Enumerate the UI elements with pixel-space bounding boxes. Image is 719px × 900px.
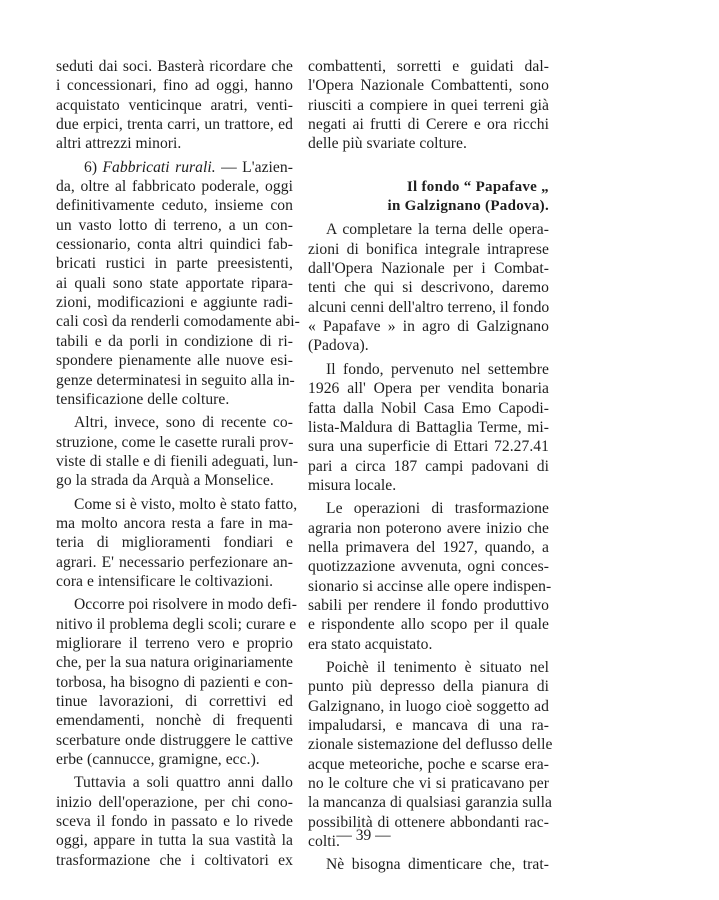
text-line: era stato acquistato. (308, 635, 433, 653)
text-line: la mancanza di qualsiasi garanzia sulla (308, 794, 552, 812)
text-line: altri attrezzi minori. (56, 135, 182, 153)
text-line: zioni, modificazioni e aggiunte radi- (56, 294, 293, 312)
text-line: seduti dai soci. Basterà ricordare che (56, 58, 293, 75)
text-line: acquistato venticinque aratri, venti- (56, 96, 293, 114)
text-line: spondere pienamente alle nuove esi- (56, 352, 293, 370)
section-6-heading-line (56, 158, 293, 177)
text-line: combattenti, sorretti e guidati dal- (308, 58, 549, 75)
text-line: alcuni cenni dell'altro terreno, il fondo (308, 298, 550, 316)
text-line: Altri, invece, sono di recente co- (74, 414, 293, 432)
section-heading-line-2: in Galzignano (Padova). (387, 198, 549, 215)
text-line: teria di miglioramenti fondiari e (56, 534, 293, 552)
text-line: pari a circa 187 campi padovani di (308, 457, 549, 475)
text-line: viste di stalle e di fienili adeguati, lun- (56, 452, 299, 470)
text-line: sionario si accinse alle opere indispen- (308, 577, 552, 595)
text-line: un vasto lotto di terreno, a un con- (56, 216, 293, 234)
text-line: agraria non poterono avere inizio che (308, 519, 549, 537)
text-line: sabili per rendere il fondo produttivo (308, 596, 549, 614)
text-line: che, per la sua natura originariamente (56, 654, 293, 672)
text-line: tensificazione delle colture. (56, 390, 230, 408)
text-line: fatta dalla Nobil Casa Emo Capodi- (308, 399, 549, 417)
text-line: Poichè il tenimento è situato nel (326, 658, 549, 676)
text-line: Le operazioni di trasformazione (326, 500, 549, 518)
text-line: agrari. E' necessario perfezionare an- (56, 553, 293, 571)
text-line: migliorare il terreno vero e proprio (56, 634, 293, 652)
text-line: possibilità di ottenere abbondanti rac- (308, 813, 549, 831)
text-line: A completare la terna delle opera- (326, 221, 549, 239)
text-line: i concessionari, fino ad oggi, hanno (56, 77, 293, 95)
text-line-rest: — L'azien- (215, 158, 293, 176)
text-line: cora e intensificare le coltivazioni. (56, 572, 274, 590)
section-heading-line-1: Il fondo “ Papafave „ (406, 178, 549, 195)
text-line: tenti che qui si descrivono, daremo (308, 279, 549, 297)
text-line: genze determinatesi in seguito alla in- (56, 371, 295, 389)
text-line: no le colture che vi si praticavano per (308, 775, 549, 793)
text-line: Nè bisogna dimenticare che, trat- (326, 856, 549, 874)
text-line: cessionario, conta altri quindici fab- (56, 236, 293, 254)
text-line: zioni di bonifica integrale intraprese (308, 240, 549, 258)
text-line: Galzignano, in luogo cioè soggetto ad (308, 697, 549, 715)
text-line: sceva il fondo in passato e lo rivede (56, 813, 293, 831)
text-line: nitivo il problema degli scoli; curare e (56, 615, 297, 633)
text-line: inizio dell'operazione, per chi cono- (56, 793, 293, 811)
text-line: nella primavera del 1927, quando, a (308, 538, 549, 556)
text-line: oggi, appare in tutta la sua vastità la (56, 832, 293, 850)
text-line: Tuttavia a soli quattro anni dallo (74, 774, 293, 792)
text-line: acque meteoriche, poche e scarse era- (308, 755, 549, 773)
text-line: scerbature onde distruggere le cattive (56, 731, 293, 749)
text-line: impaludarsi, e mancava di una ra- (308, 717, 549, 734)
text-line: torbosa, ha bisogno di pazienti e con- (56, 673, 293, 691)
section-number: 6) (84, 158, 103, 176)
text-line: tabili e da porli in condizione di ri- (56, 332, 293, 350)
text-line: ai quali sono state apportate ripara- (56, 274, 293, 292)
text-line: bricati rustici in parte preesistenti, (56, 255, 293, 273)
text-line: zionale sistemazione del deflusso delle (308, 736, 553, 754)
section-title: Fabbricati rurali. (102, 158, 216, 176)
text-line: Come si è visto, molto è stato fatto, (74, 495, 298, 513)
text-line: delle più svariate colture. (308, 135, 467, 153)
text-line: cali così da renderli comodamente abi- (56, 313, 300, 331)
text-line: tinue lavorazioni, di correttivi ed (56, 693, 293, 710)
text-line: e rispondente allo scopo per il quale (308, 616, 549, 634)
text-line: emendamenti, nonchè di frequenti (56, 712, 293, 730)
text-line: « Papafave » in agro di Galzignano (308, 318, 549, 336)
text-line: colti. (308, 833, 340, 851)
text-line: Il fondo, pervenuto nel settembre (326, 360, 549, 378)
right-column (308, 57, 553, 875)
left-column (56, 57, 300, 870)
text-line: da, oltre al fabbricato poderale, oggi (56, 178, 293, 196)
text-line: riusciti a compiere in quei terreni già (308, 96, 549, 114)
text-line: negati ai frutti di Cerere e ora ricchi (308, 116, 549, 134)
text-line: definitivamente ceduto, insieme con (56, 197, 293, 215)
text-line: 1926 all' Opera per vendita bonaria (308, 380, 549, 398)
text-line: ma molto ancora resta a fare in ma- (56, 514, 293, 532)
text-line: Occorre poi risolvere in modo defi- (74, 596, 298, 614)
text-line: quotizzazione avvenuta, ogni conces- (308, 558, 549, 576)
text-line: due erpici, trenta carri, un trattore, ed (56, 116, 293, 134)
text-line: sura una superficie di Ettari 72.27.41 (308, 438, 549, 456)
text-line: struzione, come le casette rurali prov- (56, 433, 294, 451)
text-line: (Padova). (308, 337, 369, 355)
text-line: trasformazione che i coltivatori ex (56, 851, 293, 869)
text-line: punto più depresso della pianura di (308, 678, 549, 696)
text-line: erbe (cannucce, gramigne, ecc.). (56, 751, 260, 769)
text-line: misura locale. (308, 476, 397, 494)
text-line: lista-Maldura di Battaglia Terme, mi- (308, 418, 549, 436)
text-line: l'Opera Nazionale Combattenti, sono (308, 77, 549, 95)
page-number: — 39 — (336, 827, 391, 844)
text-line: go la strada da Arquà a Monselice. (56, 472, 274, 490)
text-line: dall'Opera Nazionale per i Combat- (308, 260, 549, 278)
